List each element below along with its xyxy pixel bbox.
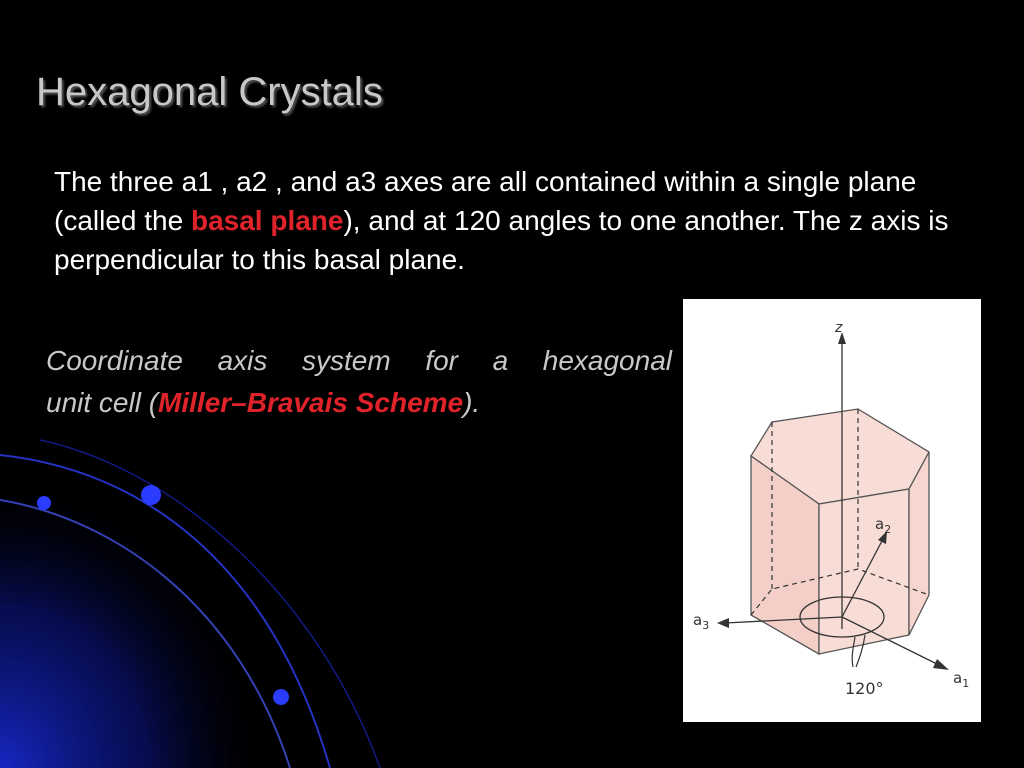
basal-plane-highlight: basal plane	[190, 205, 344, 236]
figure-caption	[46, 340, 672, 424]
decor-dot	[37, 496, 51, 510]
caption-suffix: ).	[463, 387, 481, 418]
a2-axis-label: $a_2$	[875, 515, 892, 536]
a3-axis-label: $a_3$	[693, 611, 710, 632]
decor-dot	[141, 485, 161, 505]
body-paragraph	[54, 162, 974, 279]
hexagonal-cell-figure	[683, 299, 981, 722]
z-axis-label: z	[835, 320, 843, 336]
miller-bravais-highlight: Miller–Bravais Scheme	[158, 387, 464, 418]
a1-axis-label: $a_1$	[953, 669, 970, 690]
caption-prefix: unit cell (	[46, 387, 159, 418]
slide-title: Hexagonal Crystals	[36, 70, 383, 114]
decor-dot	[273, 689, 289, 705]
body-text-part1: The three a1 , a2 , and a3 axes are all contained within a single plane (called the	[54, 166, 917, 236]
angle-label: 120°	[845, 679, 884, 698]
hexagonal-prism-diagram	[683, 299, 981, 722]
body-text-part2: ), and at 120 angles to one another. The z axis is perpendicular to this basal plane.	[54, 205, 949, 275]
caption-line1: Coordinate axis system for a hexagonal	[46, 345, 672, 376]
a3-axis-arrowhead	[717, 618, 729, 628]
a1-axis-arrowhead	[933, 659, 949, 670]
